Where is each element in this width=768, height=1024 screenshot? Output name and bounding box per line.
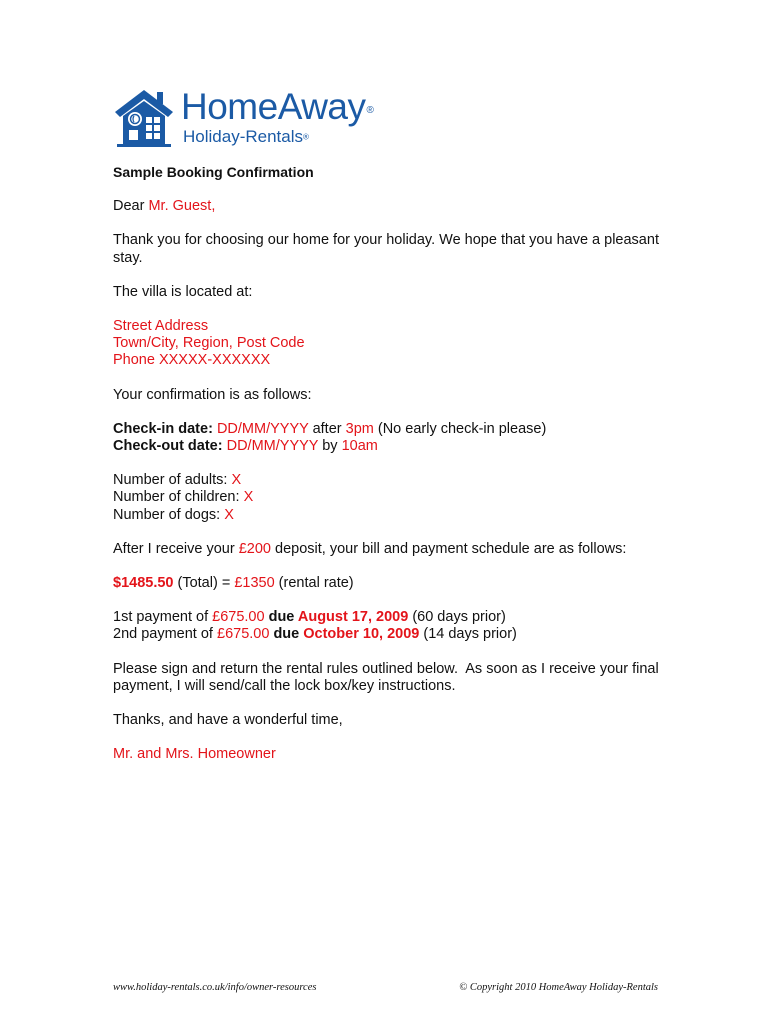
sign-paragraph: Please sign and return the rental rules outlined below. As soon as I receive your final payment, I will send/call the lock box/key instructions. [113,660,663,694]
footer-url: www.holiday-rentals.co.uk/info/owner-resources [113,982,317,993]
letter-body [113,164,673,763]
guest-name: Mr. Guest, [148,198,216,215]
villa-intro: The villa is located at: [113,283,253,300]
page-footer [113,982,658,993]
payment-line-1: 1st payment of £675.00 due August 17, 2009 (60 days prior) [113,609,506,626]
address-phone: Phone XXXXX-XXXXXX [113,352,271,369]
address-street: Street Address [113,318,209,335]
children-line: Number of children: X [113,489,254,506]
closing-line: Thanks, and have a wonderful time, [113,712,343,729]
payment-line-2: 2nd payment of £675.00 due October 10, 2009 (14 days prior) [113,626,517,643]
signature: Mr. and Mrs. Homeowner [113,746,276,763]
house-icon [113,86,175,148]
page-title: Sample Booking Confirmation [113,164,314,180]
brand-name: HomeAway® [181,86,374,127]
confirmation-intro: Your confirmation is as follows: [113,386,312,403]
adults-line: Number of adults: X [113,472,242,489]
checkin-line: Check-in date: DD/MM/YYYY after 3pm (No early check-in please) [113,420,547,437]
address-town: Town/City, Region, Post Code [113,335,305,352]
thanks-paragraph: Thank you for choosing our home for your holiday. We hope that you have a pleasant stay. [113,232,659,266]
deposit-line: After I receive your £200 deposit, your bill and payment schedule are as follows: [113,540,627,557]
homeaway-logo [113,86,373,148]
checkout-line: Check-out date: DD/MM/YYYY by 10am [113,438,378,455]
dogs-line: Number of dogs: X [113,506,234,523]
brand-subtitle: Holiday-Rentals® [183,127,309,146]
footer-copyright: © Copyright 2010 HomeAway Holiday-Rentals [459,982,658,993]
greeting: Dear Mr. Guest, [113,198,216,215]
total-line: $1485.50 (Total) = £1350 (rental rate) [113,575,354,592]
